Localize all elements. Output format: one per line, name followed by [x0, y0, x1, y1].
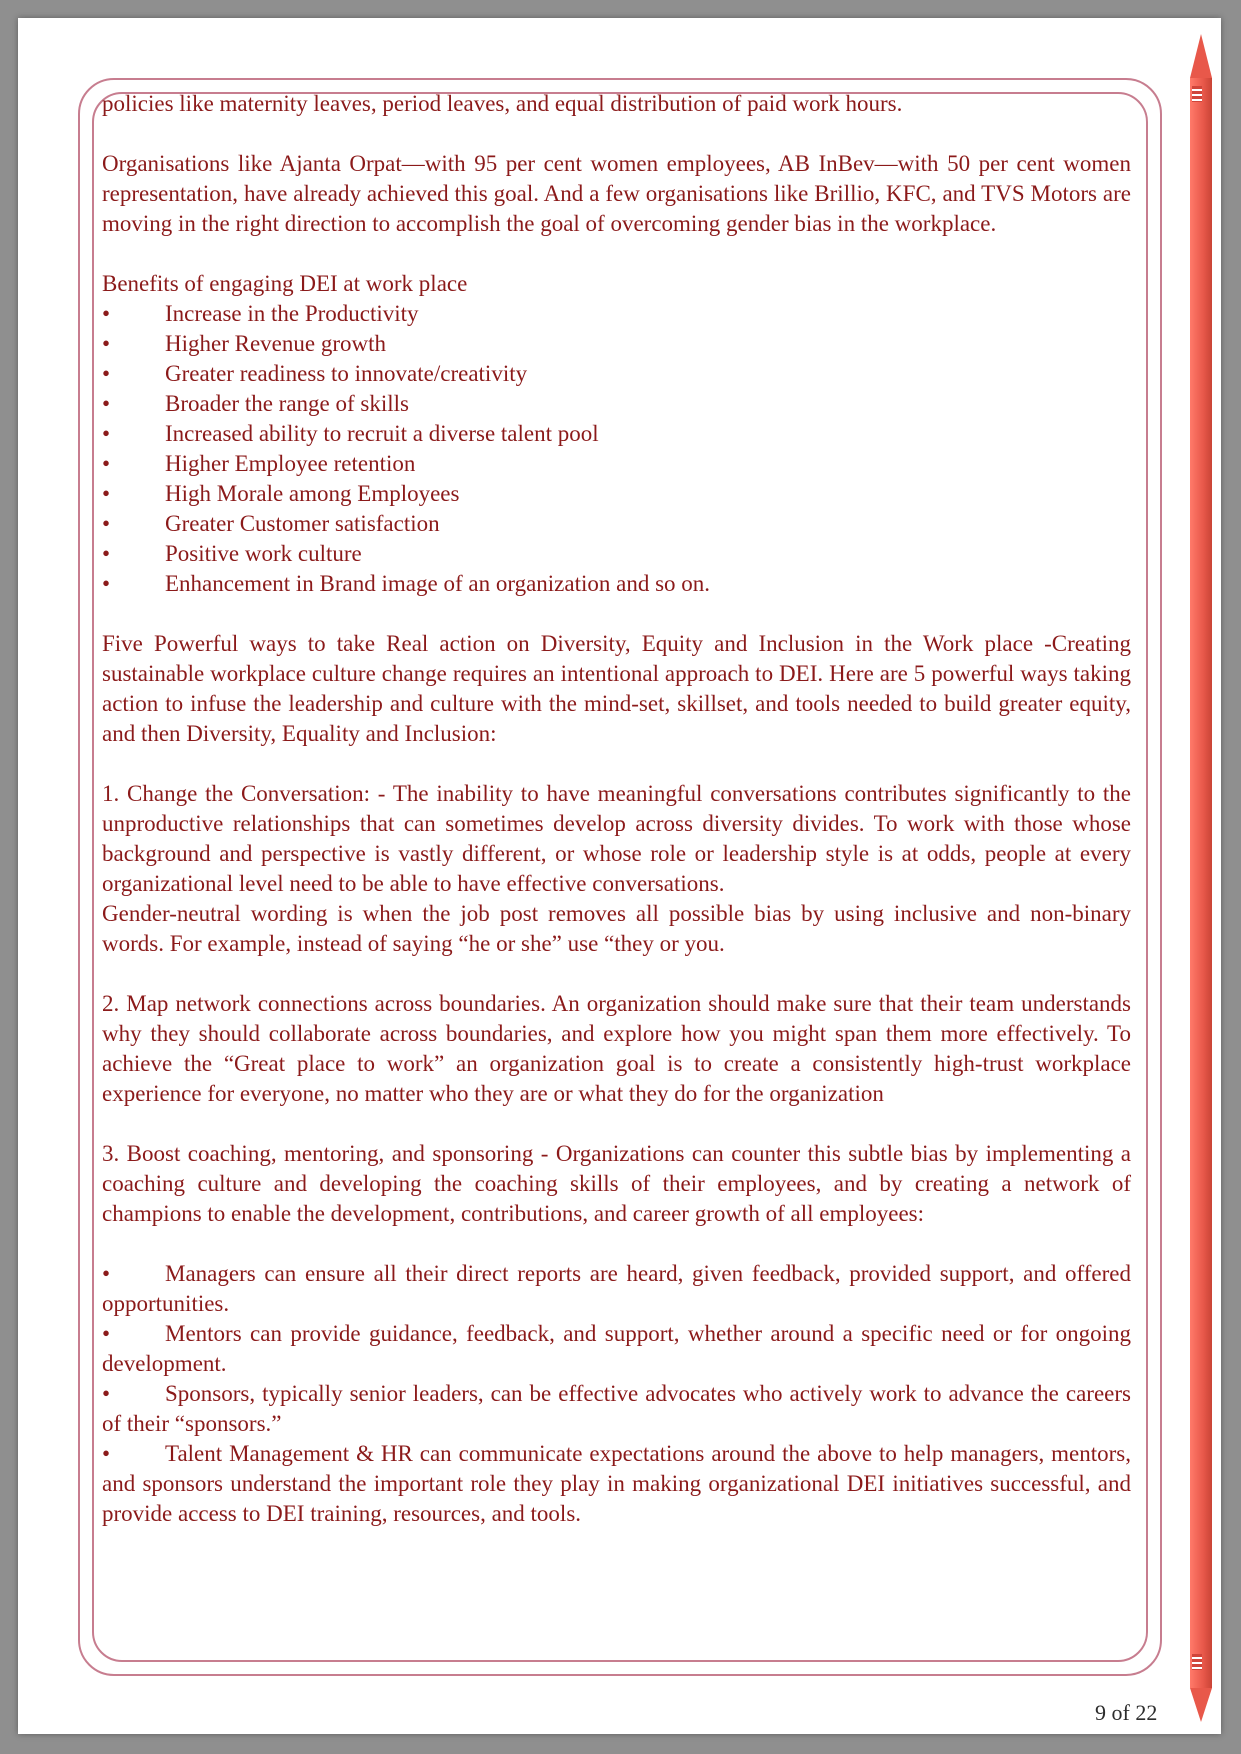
benefit-item — [102, 569, 1131, 599]
coaching-item — [102, 1319, 1131, 1379]
bullet-icon: • — [102, 541, 111, 566]
side-bar-ornament-top — [1192, 86, 1202, 102]
coaching-item — [102, 1259, 1131, 1319]
paragraph-point-3: 3. Boost coaching, mentoring, and sponsoring - Organizations can counter this subtle bias by implementing a coaching culture and developing the coaching skills of their employees, and by creating a network of champions to enable the development, contributions, and career growth of all employees: — [102, 1141, 1131, 1226]
benefits-list — [102, 299, 1131, 599]
paragraph-five-ways: Five Powerful ways to take Real action on Diversity, Equity and Inclusion in the Work place -Creating sustainable workplace culture change requires an intentional approach to DEI. Here are 5 powerful ways taking action to infuse the leadership and culture with the mind-set, skillset, and tools needed to build greater equity, and then Diversity, Equality and Inclusion: — [102, 631, 1131, 746]
benefit-item-text: Increase in the Productivity — [165, 301, 419, 326]
benefits-heading: Benefits of engaging DEI at work place — [102, 271, 468, 296]
bullet-icon: • — [102, 421, 111, 446]
coaching-item — [102, 1439, 1131, 1529]
benefit-item-text: Greater readiness to innovate/creativity — [165, 361, 528, 386]
benefit-item-text: Enhancement in Brand image of an organization and so on. — [165, 571, 711, 596]
bullet-icon: • — [102, 301, 111, 326]
paragraph-point-1: 1. Change the Conversation: - The inability to have meaningful conversations contributes significantly to the unproductive relationships that can sometimes develop across diversity divides. To work with those whose background and perspective is vastly different, or whose role or leadership style is at odds, people at every organizational level need to be able to have effective conversations. — [102, 781, 1131, 896]
paragraph-point-2: 2. Map network connections across boundaries. An organization should make sure that their team understands why they should collaborate across boundaries, and explore how you might span them more effectively. To achieve the “Great place to work” an organization goal is to create a consistently high-trust workplace experience for everyone, no matter who they are or what they do for the organization — [102, 991, 1131, 1106]
benefit-item — [102, 299, 1131, 329]
page-content — [102, 89, 1131, 1559]
benefit-item-text: Increased ability to recruit a diverse talent pool — [165, 421, 599, 446]
benefit-item-text: Greater Customer satisfaction — [165, 511, 440, 536]
benefit-item-text: Broader the range of skills — [165, 391, 409, 416]
benefit-item — [102, 419, 1131, 449]
benefit-item-text: High Morale among Employees — [165, 481, 460, 506]
side-bar-bottom-tip — [1190, 1688, 1212, 1722]
benefit-item — [102, 449, 1131, 479]
coaching-item — [102, 1379, 1131, 1439]
page-number: 9 of 22 — [1095, 1700, 1158, 1725]
benefit-item-text: Higher Revenue growth — [165, 331, 386, 356]
coaching-item-text: Mentors can provide guidance, feedback, and support, whether around a specific need or for ongoing development. — [102, 1321, 1131, 1376]
bullet-icon: • — [102, 1381, 111, 1406]
benefit-item — [102, 539, 1131, 569]
bullet-icon: • — [102, 331, 111, 356]
bullet-icon: • — [102, 361, 111, 386]
bullet-icon: • — [102, 571, 111, 596]
benefit-item — [102, 509, 1131, 539]
bullet-icon: • — [102, 1261, 111, 1286]
coaching-list — [102, 1259, 1131, 1529]
bullet-icon: • — [102, 511, 111, 536]
coaching-item-text: Talent Management & HR can communicate expectations around the above to help managers, mentors, and sponsors understand the important role they play in making organizational DEI initiatives successful, and provide access to DEI training, resources, and tools. — [102, 1441, 1131, 1526]
bullet-icon: • — [102, 391, 111, 416]
coaching-item-text: Managers can ensure all their direct reports are heard, given feedback, provided support, and offered opportunities. — [102, 1261, 1131, 1316]
paragraph-policies: policies like maternity leaves, period leaves, and equal distribution of paid work hours. — [102, 91, 903, 116]
decorative-side-bar — [1190, 78, 1212, 1688]
bullet-icon: • — [102, 481, 111, 506]
benefit-item — [102, 359, 1131, 389]
coaching-item-text: Sponsors, typically senior leaders, can be effective advocates who actively work to advance the careers of their “sponsors.” — [102, 1381, 1131, 1436]
benefit-item — [102, 329, 1131, 359]
side-bar-top-tip — [1190, 34, 1212, 78]
benefit-item — [102, 389, 1131, 419]
bullet-icon: • — [102, 451, 111, 476]
paragraph-organisations: Organisations like Ajanta Orpat—with 95 per cent women employees, AB InBev—with 50 per cent women representation, have already achieved this goal. And a few organisations like Brillio, KFC, and TVS Motors are moving in the right direction to accomplish the goal of overcoming gender bias in the workplace. — [102, 151, 1131, 236]
paragraph-gender-neutral: Gender-neutral wording is when the job post removes all possible bias by using inclusive and non-binary words. For example, instead of saying “he or she” use “they or you. — [102, 901, 1131, 956]
benefit-item-text: Positive work culture — [165, 541, 362, 566]
bullet-icon: • — [102, 1321, 111, 1346]
side-bar-ornament-bottom — [1192, 1654, 1202, 1670]
benefit-item — [102, 479, 1131, 509]
bullet-icon: • — [102, 1441, 111, 1466]
benefit-item-text: Higher Employee retention — [165, 451, 416, 476]
